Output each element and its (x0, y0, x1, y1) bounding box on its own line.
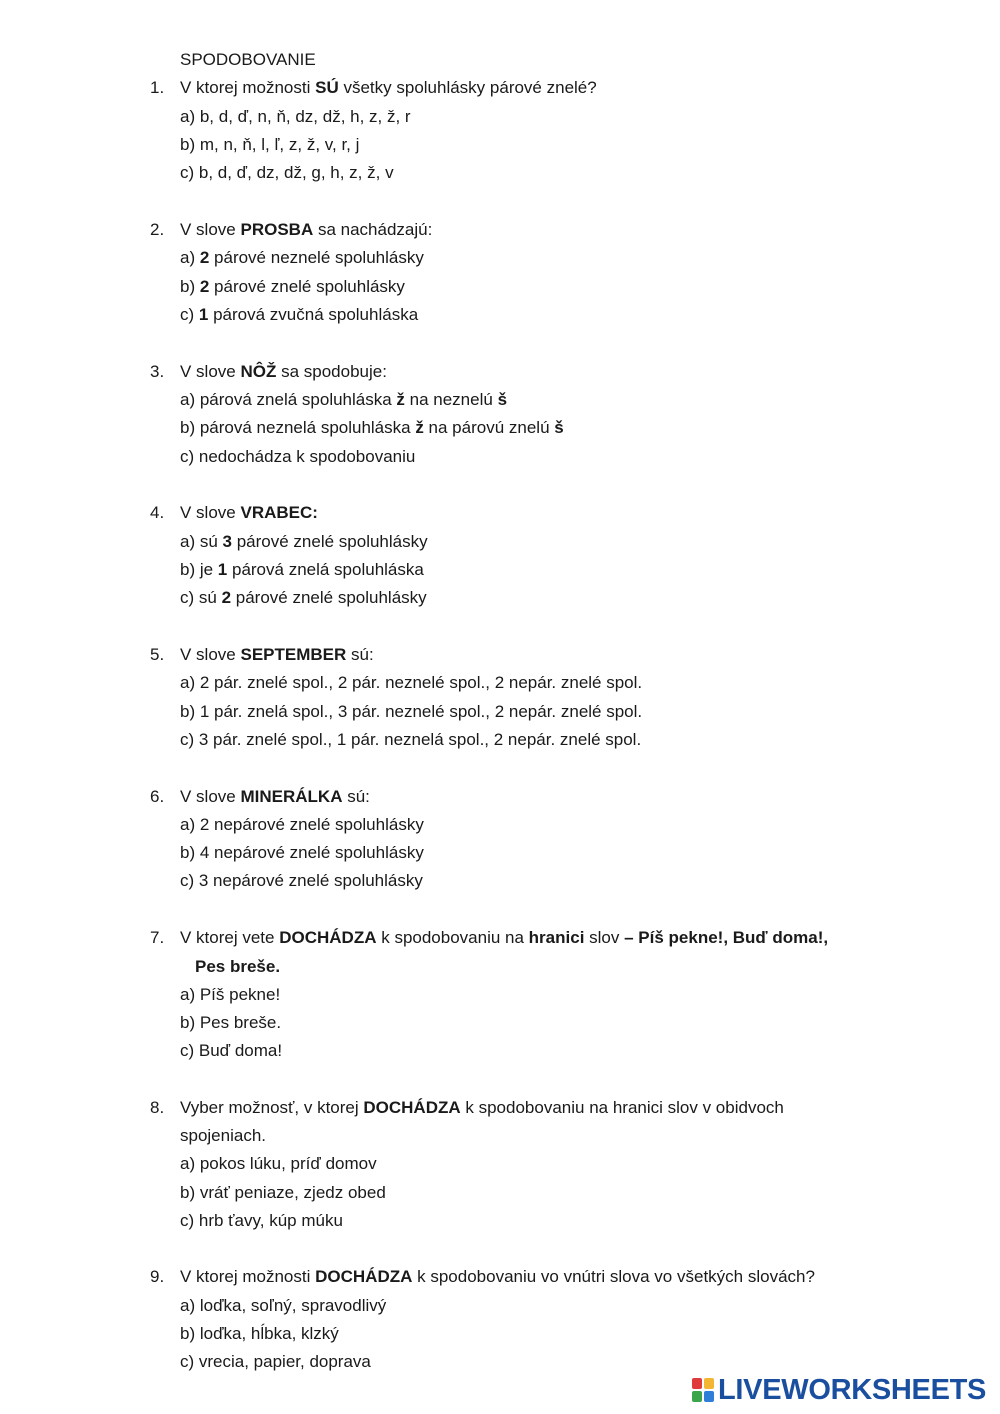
answer-option[interactable] (180, 701, 642, 723)
question-number: 5. (150, 645, 165, 664)
answer-option[interactable] (180, 842, 424, 864)
text-run: sa spodobuje: (276, 362, 387, 381)
question-text (180, 786, 370, 808)
question-text (180, 1097, 784, 1119)
question-text (180, 927, 828, 949)
question-number: 7. (150, 928, 165, 947)
text-run: sú: (342, 787, 370, 806)
text-run: na párovú znelú (423, 418, 555, 437)
bold-text: hranici (528, 928, 585, 947)
text-run: b) (180, 277, 200, 296)
text-run: V slove (180, 645, 241, 664)
text-run: c) hrb ťavy, kúp múku (180, 1211, 343, 1230)
text-run: a) 2 pár. znelé spol., 2 pár. neznelé spol., 2 nepár. znelé spol. (180, 673, 643, 692)
answer-option[interactable] (180, 814, 424, 836)
text-run: b) vráť peniaze, zjedz obed (180, 1183, 386, 1202)
answer-option[interactable] (180, 587, 427, 609)
text-run: k spodobovaniu na (376, 928, 529, 947)
answer-option[interactable] (180, 1323, 339, 1345)
bold-text: 1 (217, 560, 228, 579)
answer-option[interactable] (180, 389, 507, 411)
answer-option[interactable] (180, 1351, 371, 1373)
answer-option[interactable] (180, 106, 411, 128)
question-number: 3. (150, 362, 165, 381)
bold-text: SÚ (315, 78, 339, 97)
text-run: c) b, d, ď, dz, dž, g, h, z, ž, v (180, 163, 394, 182)
text-run: párové neznelé spoluhlásky (209, 248, 424, 267)
answer-option[interactable] (180, 1040, 282, 1062)
answer-option[interactable] (180, 1210, 343, 1232)
text-run: a) Píš pekne! (180, 985, 281, 1004)
question-text (180, 502, 318, 524)
text-run: c) sú (180, 588, 222, 607)
text-run: V slove (180, 503, 241, 522)
bold-text: SEPTEMBER (240, 645, 347, 664)
text-run: a) párová znelá spoluhláska (180, 390, 397, 409)
text-run: c) 3 nepárové znelé spoluhlásky (180, 871, 423, 890)
answer-option[interactable] (180, 247, 424, 269)
text-run: párové znelé spoluhlásky (231, 588, 427, 607)
answer-option[interactable] (180, 1153, 377, 1175)
bold-text: ž (415, 418, 424, 437)
text-run: b) párová neznelá spoluhláska (180, 418, 416, 437)
text-run: slov (584, 928, 625, 947)
bold-text: Pes breše. (195, 957, 281, 976)
text-run: párové znelé spoluhlásky (209, 277, 405, 296)
text-run: a) (180, 248, 200, 267)
text-run: Vyber možnosť, v ktorej (180, 1098, 364, 1117)
bold-text: š (554, 418, 564, 437)
text-run: c) 3 pár. znelé spol., 1 pár. neznelá spol., 2 nepár. znelé spol. (180, 730, 642, 749)
text-run: a) loďka, soľný, spravodlivý (180, 1296, 387, 1315)
text-run: spojeniach. (180, 1126, 267, 1145)
bold-text: š (497, 390, 508, 409)
answer-option[interactable] (180, 417, 564, 439)
text-run: b) m, n, ň, l, ľ, z, ž, v, r, j (180, 135, 360, 154)
bold-text: MINERÁLKA (240, 787, 343, 806)
text-run: párová zvučná spoluhláska (208, 305, 419, 324)
bold-text: DOCHÁDZA (315, 1267, 413, 1286)
bold-text: 3 (222, 532, 232, 551)
bold-text: 2 (199, 248, 210, 267)
answer-option[interactable] (180, 304, 418, 326)
question-text (180, 77, 597, 99)
answer-option[interactable] (180, 446, 415, 468)
question-text-continued (180, 1125, 266, 1147)
question-number: 6. (150, 787, 165, 806)
text-run: c) vrecia, papier, doprava (180, 1352, 371, 1371)
text-run: V slove (180, 362, 241, 381)
bold-text: VRABEC: (240, 503, 318, 522)
text-run: sa nachádzajú: (313, 220, 433, 239)
text-run: párové znelé spoluhlásky (232, 532, 428, 551)
answer-option[interactable] (180, 729, 641, 751)
bold-text: – Píš pekne!, Buď doma!, (624, 928, 829, 947)
bold-text: NÔŽ (240, 362, 277, 381)
bold-text: 2 (199, 277, 210, 296)
answer-option[interactable] (180, 162, 394, 184)
answer-option[interactable] (180, 559, 424, 581)
text-run: na neznelú (404, 390, 498, 409)
text-run: a) sú (180, 532, 223, 551)
answer-option[interactable] (180, 870, 423, 892)
question-text (180, 361, 387, 383)
question-number: 1. (150, 78, 165, 97)
text-run: sú: (346, 645, 374, 664)
question-number: 9. (150, 1267, 165, 1286)
text-run: c) (180, 305, 199, 324)
bold-text: 2 (221, 588, 232, 607)
text-run: b) loďka, hĺbka, klzký (180, 1324, 339, 1343)
bold-text: DOCHÁDZA (279, 928, 377, 947)
answer-option[interactable] (180, 531, 428, 553)
text-run: c) nedochádza k spodobovaniu (180, 447, 416, 466)
question-text-continued (195, 956, 280, 978)
answer-option[interactable] (180, 1182, 386, 1204)
worksheet-title: SPODOBOVANIE (180, 50, 316, 69)
logo-icon (692, 1378, 714, 1402)
liveworksheets-logo (692, 1374, 986, 1406)
text-run: a) pokos lúku, príď domov (180, 1154, 377, 1173)
answer-option[interactable] (180, 276, 405, 298)
text-run: b) 4 nepárové znelé spoluhlásky (180, 843, 424, 862)
bold-text: PROSBA (240, 220, 314, 239)
text-run: V ktorej možnosti (180, 1267, 316, 1286)
logo-text: LIVEWORKSHEETS (718, 1373, 987, 1406)
text-run: a) b, d, ď, n, ň, dz, dž, h, z, ž, r (180, 107, 411, 126)
text-run: V ktorej vete (180, 928, 280, 947)
text-run: b) 1 pár. znelá spol., 3 pár. neznelé spol., 2 nepár. znelé spol. (180, 702, 643, 721)
question-number: 2. (150, 220, 165, 239)
question-number: 4. (150, 503, 165, 522)
question-text (180, 1266, 815, 1288)
answer-option[interactable] (180, 672, 642, 694)
text-run: b) Pes breše. (180, 1013, 282, 1032)
text-run: V slove (180, 220, 241, 239)
text-run: všetky spoluhlásky párové znelé? (338, 78, 597, 97)
question-text (180, 644, 374, 666)
text-run: k spodobovaniu vo vnútri slova vo všetkých slovách? (412, 1267, 815, 1286)
text-run: a) 2 nepárové znelé spoluhlásky (180, 815, 424, 834)
text-run: c) Buď doma! (180, 1041, 283, 1060)
answer-option[interactable] (180, 1012, 281, 1034)
bold-text: 1 (198, 305, 209, 324)
answer-option[interactable] (180, 134, 359, 156)
bold-text: DOCHÁDZA (363, 1098, 461, 1117)
text-run: k spodobovaniu na hranici slov v obidvoch (460, 1098, 784, 1117)
question-number: 8. (150, 1098, 165, 1117)
text-run: b) je (180, 560, 218, 579)
bold-text: ž (396, 390, 405, 409)
answer-option[interactable] (180, 1295, 386, 1317)
text-run: V slove (180, 787, 241, 806)
text-run: V ktorej možnosti (180, 78, 316, 97)
answer-option[interactable] (180, 984, 280, 1006)
question-text (180, 219, 432, 241)
text-run: párová znelá spoluhláska (227, 560, 424, 579)
